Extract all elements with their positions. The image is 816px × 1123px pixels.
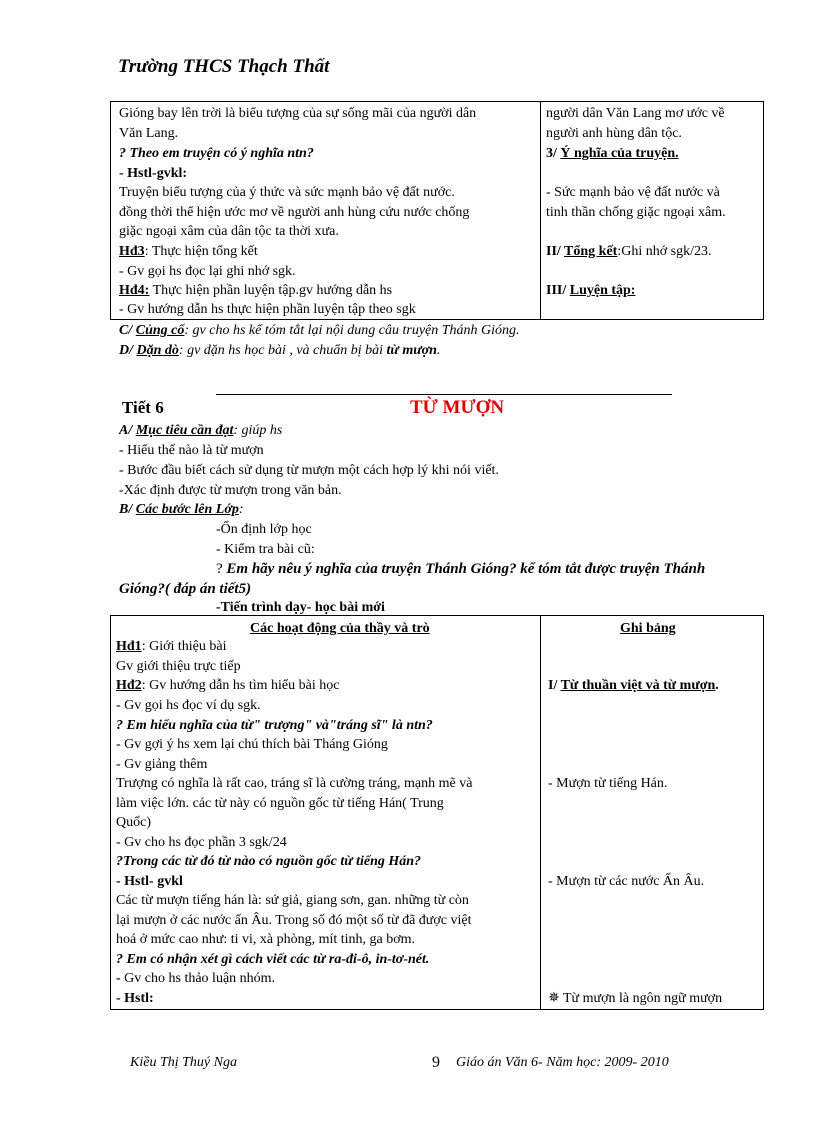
table-text: - Gv gọi hs đọc lại ghi nhớ sgk. (119, 264, 296, 279)
table-header-activities: Các hoạt động của thầy và trò (250, 621, 430, 636)
activity-text: : Gv hướng dẫn hs tìm hiểu bài học (141, 678, 340, 693)
table-text: Gv giới thiệu trực tiếp (116, 659, 241, 674)
table-text: Truyện biểu tượng của ý thức và sức mạnh bảo vệ đất nước. (119, 185, 455, 200)
bullet-icon: ✵ (548, 991, 560, 1006)
section-heading (546, 242, 711, 262)
table-text: Các từ mượn tiếng hán là: sứ giả, giang sơn, gan. những từ còn (116, 893, 469, 908)
activity-row: - Gv cho hs thảo luận nhóm. (116, 971, 276, 986)
review-question: ? Em hãy nêu ý nghĩa của truyện Thánh Gióng? kể tóm tắt được truyện Thánh (216, 561, 706, 577)
table-text: làm việc lớn. các từ này có nguồn gốc từ tiếng Hán( Trung (116, 796, 444, 811)
table-text: đồng thời thể hiện ước mơ về người anh hùng cứu nước chống (119, 205, 470, 220)
section-heading: I/ Từ thuần việt và từ mượn. (548, 678, 719, 693)
section-title: Luyện tập: (569, 283, 636, 298)
table-text: - Hstl-gvkl: (119, 166, 188, 181)
activity-label: Hđ2 (116, 678, 142, 693)
activity-label: Hđ3 (119, 244, 145, 259)
table-text: hoá ở mức cao như: ti vi, xà phòng, mít tinh, ga bơm. (116, 932, 416, 947)
activity-label: Hđ4: (119, 283, 150, 298)
school-name: Trường THCS Thạch Thất (118, 56, 330, 77)
table-text: Quốc) (116, 815, 151, 830)
activity-text: : Thực hiện tổng kết (144, 244, 258, 259)
table-text: giặc ngoại xâm của dân tộc ta thời xưa. (119, 224, 339, 239)
footer-plan: Giáo án Văn 6- Năm học: 2009- 2010 (456, 1055, 669, 1070)
consolidation-line: C/ Củng cố: gv cho hs kể tóm tắt lại nội dung câu truyện Thánh Gióng. (119, 323, 520, 338)
table-text: Gióng bay lên trời là biểu tượng của sự sống mãi của người dân (119, 106, 477, 121)
objectives-heading: A/ Mục tiêu cần đạt: giúp hs (119, 423, 283, 438)
table2-divider (540, 615, 541, 1010)
goal-item: - Bước đầu biết cách sử dụng từ mượn một cách hợp lý khi nói viết. (119, 463, 499, 478)
section-number: II/ (546, 244, 565, 259)
steps-heading: B/ Các bước lên Lớp: (119, 502, 244, 517)
review-question-cont: Gióng?( đáp án tiết5) (119, 581, 252, 597)
section-number: 3/ (546, 146, 561, 161)
table-text: - Gv gợi ý hs xem lại chú thích bài Tháng Gióng (116, 737, 388, 752)
table-text: - Sức mạnh bảo vệ đất nước và (546, 185, 720, 200)
activity-row (116, 676, 339, 696)
activity-row (116, 637, 226, 657)
table-text: - Hstl: (116, 991, 154, 1006)
activity-text: Thực hiện phần luyện tập.gv hướng dẫn hs (149, 283, 393, 298)
table-text: người dân Văn Lang mơ ước về (546, 106, 725, 121)
section-divider (216, 394, 672, 395)
table-header-board: Ghi bảng (620, 621, 676, 636)
section-heading (546, 144, 679, 164)
board-note: ✵ Từ mượn là ngôn ngữ mượn (548, 991, 723, 1006)
section-text: :Ghi nhớ sgk/23. (617, 244, 712, 259)
board-note: - Mượn từ các nước Ấn Âu. (548, 874, 705, 889)
table-text: người anh hùng dân tộc. (546, 126, 682, 141)
step-item: - Kiểm tra bài cũ: (216, 542, 315, 557)
activity-label: Hđ1 (116, 639, 142, 654)
table-text: - Gv giảng thêm (116, 757, 208, 772)
table-text: - Gv hướng dẫn hs thực hiện phần luyện tập theo sgk (119, 302, 416, 317)
page-number: 9 (432, 1054, 440, 1071)
table-text: - Hstl- gvkl (116, 874, 183, 889)
table-text: - Gv gọi hs đọc ví dụ sgk. (116, 698, 261, 713)
table-text: - Gv cho hs đọc phần 3 sgk/24 (116, 835, 287, 850)
section-title: Ý nghĩa của truyện. (560, 146, 679, 161)
question: ? Em hiểu nghĩa của từ" trượng" và"tráng sĩ" là ntn? (116, 718, 433, 733)
lesson-title: TỪ MƯỢN (410, 397, 505, 418)
table-text: tinh thần chống giặc ngoại xâm. (546, 205, 726, 220)
activity-row (119, 281, 392, 301)
progress-label: -Tiến trình dạy- học bài mới (216, 600, 385, 615)
homework-line: D/ Dặn dò: gv dặn hs học bài , và chuẩn bị bài từ mượn. (119, 343, 441, 358)
section-number: III/ (546, 283, 570, 298)
question: ? Em có nhận xét gì cách viết các từ ra-đi-ô, in-tơ-nét. (116, 952, 430, 967)
section-heading (546, 281, 635, 301)
table-text: Trượng có nghĩa là rất cao, tráng sĩ là cường tráng, mạnh mẽ và (116, 776, 473, 791)
goal-item: -Xác định được từ mượn trong văn bản. (119, 483, 342, 498)
footer-author: Kiều Thị Thuý Nga (130, 1055, 237, 1070)
table-text: lại mượn ở các nước ấn Âu. Trong số đó một số từ đã được việt (116, 913, 472, 928)
goal-item: - Hiểu thế nào là từ mượn (119, 443, 264, 458)
table1-divider (540, 101, 541, 320)
question: ?Trong các từ đó từ nào có nguồn gốc từ tiếng Hán? (116, 854, 422, 869)
period-number: Tiết 6 (122, 398, 164, 417)
activity-row (119, 242, 258, 262)
section-title: Tổng kết (564, 244, 618, 259)
table-text: Văn Lang. (119, 126, 179, 141)
step-item: -Ổn định lớp học (216, 522, 312, 537)
board-note: - Mượn từ tiếng Hán. (548, 776, 668, 791)
activity-text: : Giới thiệu bài (141, 639, 227, 654)
question: ? Theo em truyện có ý nghĩa ntn? (119, 146, 314, 161)
